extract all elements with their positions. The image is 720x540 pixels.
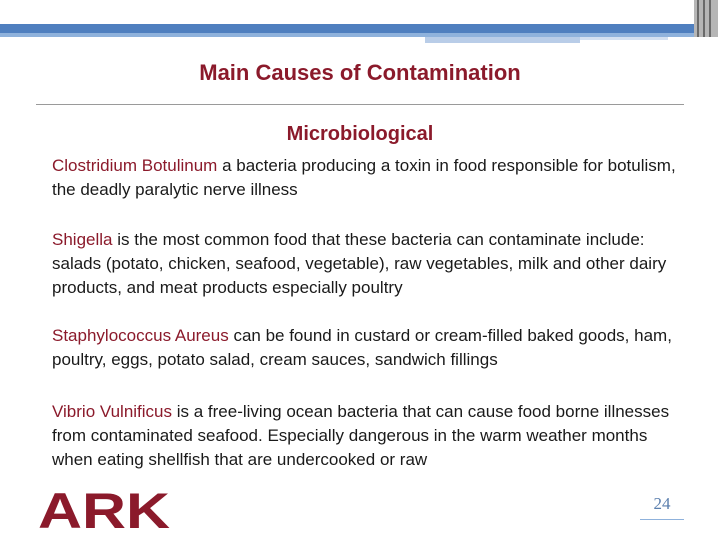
title-divider (36, 104, 684, 105)
logo-text: ARK (38, 486, 170, 532)
slide-title: Main Causes of Contamination (199, 60, 521, 85)
list-item (52, 154, 687, 202)
item-term: Vibrio Vulnificus (52, 402, 173, 421)
header-bar-accent-light (580, 37, 668, 40)
item-text: is a free-living ocean bacteria that can cause food borne illnesses from contaminated seafood. Especially dangerous in the warm weather months when eating shellfish that are undercooked or raw (52, 402, 670, 469)
ark-logo (38, 486, 170, 532)
header-bar-accent (425, 37, 580, 43)
header-bar-primary (0, 24, 700, 33)
list-item (52, 400, 687, 472)
item-term: Clostridium Botulinum (52, 156, 218, 175)
list-item (52, 228, 687, 300)
item-text: is the most common food that these bacteria can contaminate include: salads (potato, chicken, seafood, vegetable), raw vegetables, milk and other dairy products, and meat products especially poultry (52, 230, 667, 297)
slide-subtitle: Microbiological (286, 123, 434, 145)
item-term: Staphylococcus Aureus (52, 326, 229, 345)
corner-stripe (697, 0, 699, 37)
page-number: 24 (653, 494, 671, 513)
corner-stripe (703, 0, 705, 37)
corner-stripe (709, 0, 711, 37)
item-term: Shigella (52, 230, 113, 249)
list-item (52, 324, 687, 372)
page-number-underline (640, 519, 684, 520)
item-text: can be found in custard or cream-filled baked goods, ham, poultry, eggs, potato salad, cream sauces, sandwich fillings (52, 326, 672, 369)
item-text: a bacteria producing a toxin in food responsible for botulism, the deadly paralytic nerve illness (52, 156, 676, 199)
